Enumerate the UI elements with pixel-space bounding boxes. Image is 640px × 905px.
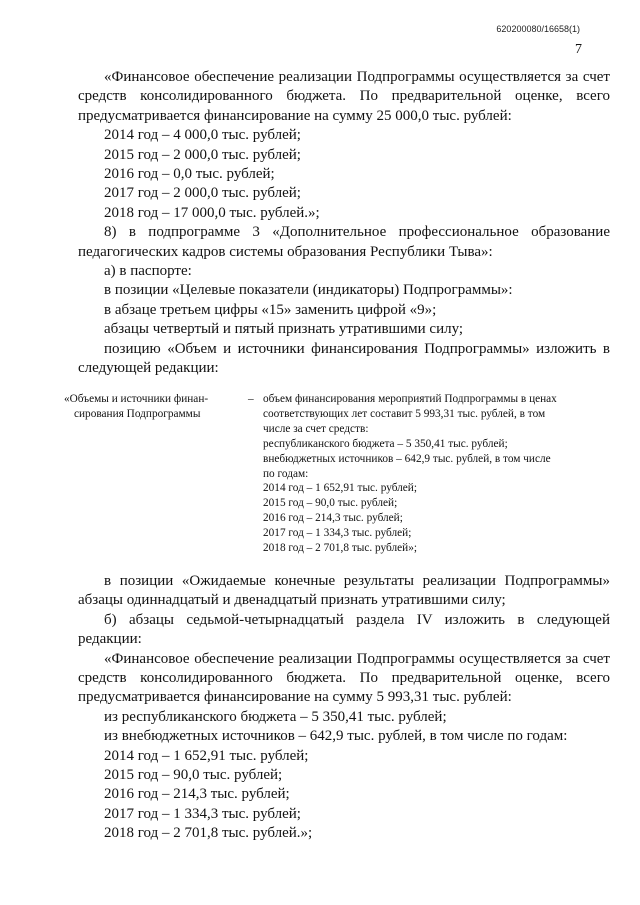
table-right-line: числе за счет средств: xyxy=(263,422,369,435)
year-line: 2015 год – 2 000,0 тыс. рублей; xyxy=(104,146,301,163)
table-right-line: республиканского бюджета – 5 350,41 тыс. рублей; xyxy=(263,437,508,450)
text-block-lower xyxy=(78,572,610,844)
paragraph-financing-25000: «Финансовое обеспечение реализации Подпрограммы осуществляется за счет средств консолидированного бюджета. По предварительной оценке, всего предусматривается финансирование на сумму 25 000,0 тыс. рублей: xyxy=(78,69,610,124)
year-line: 2017 год – 2 000,0 тыс. рублей; xyxy=(104,185,301,202)
table-left-line: «Объемы и источники финан- xyxy=(64,393,209,405)
year-line: 2014 год – 1 652,91 тыс. рублей; xyxy=(104,747,309,764)
paragraph-financing-5993: «Финансовое обеспечение реализации Подпрограммы осуществляется за счет средств консолидированного бюджета. По предварительной оценке, всего предусматривается финансирование на сумму 5 993,31 тыс. рублей: xyxy=(78,650,610,706)
table-right-line: внебюджетных источников – 642,9 тыс. рублей, в том числе xyxy=(263,452,551,465)
table-right-line: соответствующих лет составит 5 993,31 тыс. рублей, в том xyxy=(263,407,546,420)
table-right-line: 2018 год – 2 701,8 тыс. рублей»; xyxy=(263,542,417,555)
year-line: 2014 год – 4 000,0 тыс. рублей; xyxy=(104,127,301,144)
document-id: 620200080/16658(1) xyxy=(496,24,580,34)
paragraph-sub-b: б) абзацы седьмой-четырнадцатый раздела IV изложить в следующей редакции: xyxy=(78,611,610,648)
paragraph-republican-budget: из республиканского бюджета – 5 350,41 тыс. рублей; xyxy=(104,708,447,725)
table-left-line: сирования Подпрограммы xyxy=(74,407,201,420)
table-dash: – xyxy=(248,393,254,405)
year-line: 2018 год – 17 000,0 тыс. рублей.»; xyxy=(104,204,320,221)
paragraph-abz45: абзацы четвертый и пятый признать утратившими силу; xyxy=(104,321,464,338)
table-right-line: 2017 год – 1 334,3 тыс. рублей; xyxy=(263,527,412,540)
paragraph-abz3: в абзаце третьем цифры «15» заменить цифрой «9»; xyxy=(104,301,437,318)
page-number: 7 xyxy=(575,42,582,57)
paragraph-position-financing: позицию «Объем и источники финансирования Подпрограммы» изложить в следующей редакции: xyxy=(78,340,610,377)
paragraph-position-results: в позиции «Ожидаемые конечные результаты реализации Подпрограммы» абзацы одиннадцатый и двенадцатый признать утратившими силу; xyxy=(78,573,610,609)
paragraph-item-8: 8) в подпрограмме 3 «Дополнительное профессиональное образование педагогических кадров системы образования Республики Тыва»: xyxy=(78,224,610,260)
year-line: 2015 год – 90,0 тыс. рублей; xyxy=(104,767,283,784)
year-line: 2016 год – 214,3 тыс. рублей; xyxy=(104,786,290,803)
paragraph-position-indicators: в позиции «Целевые показатели (индикаторы) Подпрограммы»: xyxy=(104,282,513,299)
year-line: 2017 год – 1 334,3 тыс. рублей; xyxy=(104,805,301,822)
paragraph-extrabudgetary: из внебюджетных источников – 642,9 тыс. рублей, в том числе по годам: xyxy=(104,728,568,745)
year-line: 2018 год – 2 701,8 тыс. рублей.»; xyxy=(104,825,313,842)
paragraph-sub-a: а) в паспорте: xyxy=(104,263,192,280)
table-right-cell xyxy=(263,392,611,556)
table-left-cell xyxy=(64,392,244,422)
text-block-upper xyxy=(78,68,610,379)
table-right-line: 2014 год – 1 652,91 тыс. рублей; xyxy=(263,482,417,495)
table-right-line: по годам: xyxy=(263,467,309,480)
year-line: 2016 год – 0,0 тыс. рублей; xyxy=(104,166,275,183)
table-right-line: объем финансирования мероприятий Подпрограммы в ценах xyxy=(263,393,557,405)
table-right-line: 2015 год – 90,0 тыс. рублей; xyxy=(263,497,398,510)
table-right-line: 2016 год – 214,3 тыс. рублей; xyxy=(263,512,403,525)
